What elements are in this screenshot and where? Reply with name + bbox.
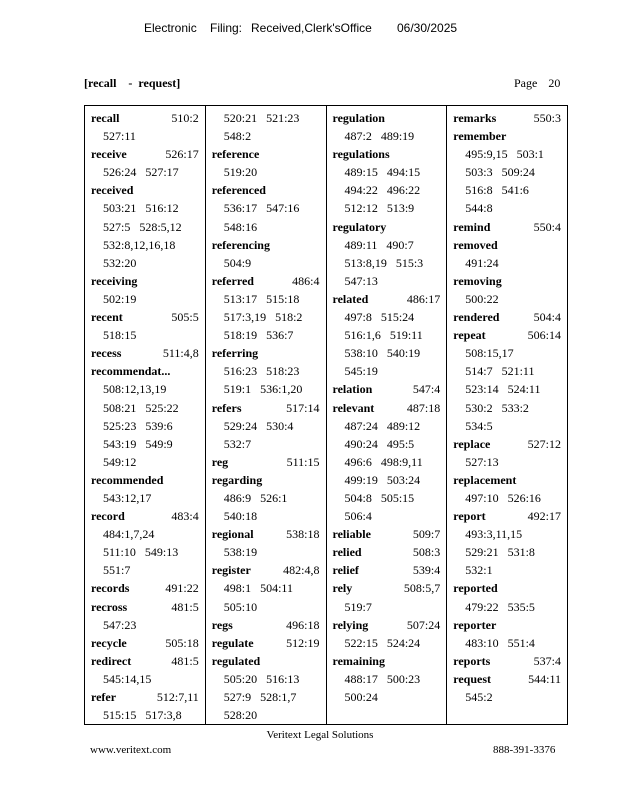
index-refs-line: 486:9 526:1 bbox=[223, 490, 288, 505]
index-refs: 491:22 bbox=[165, 581, 199, 596]
index-entry bbox=[333, 579, 441, 597]
index-refs-line: 512:12 513:9 bbox=[344, 201, 415, 216]
index-term: register bbox=[211, 563, 251, 578]
index-refs-line: 530:2 533:2 bbox=[465, 400, 529, 415]
index-entry bbox=[91, 579, 199, 597]
index-refs-line: 519:1 536:1,20 bbox=[223, 382, 303, 397]
index-refs-line: 549:12 bbox=[103, 454, 137, 469]
index-refs-line: 536:17 547:16 bbox=[223, 201, 300, 216]
index-refs: 487:18 bbox=[406, 400, 441, 415]
index-refs-line: 545:19 bbox=[344, 364, 378, 379]
index-refs-line: 545:2 bbox=[465, 690, 493, 704]
index-term: regulate bbox=[211, 635, 254, 650]
index-refs-line: 505:10 bbox=[223, 599, 258, 614]
index-term: regulatory bbox=[332, 219, 387, 234]
index-refs-line: 493:3,11,15 bbox=[465, 527, 523, 542]
index-refs: 511:15 bbox=[286, 454, 320, 469]
index-refs-line: 532:1 bbox=[465, 563, 493, 578]
index-refs: 486:17 bbox=[406, 291, 441, 306]
stamp-word-filing: Filing: bbox=[210, 21, 243, 35]
index-refs-line: 527:13 bbox=[465, 454, 499, 469]
index-refs-line: 547:23 bbox=[103, 617, 137, 632]
index-entry bbox=[212, 344, 320, 362]
page-number bbox=[514, 76, 560, 91]
index-term: refer bbox=[91, 690, 117, 704]
page-label: Page bbox=[514, 76, 538, 90]
index-refs-line: 544:8 bbox=[465, 201, 493, 216]
index-range: [recall - request] bbox=[84, 76, 181, 90]
index-refs: 550:4 bbox=[533, 219, 561, 234]
index-refs-line: 508:15,17 bbox=[465, 346, 514, 361]
index-refs-line: 516:23 518:23 bbox=[223, 364, 300, 379]
index-refs-line: 490:24 495:5 bbox=[344, 436, 415, 451]
index-term: receive bbox=[91, 147, 127, 162]
index-entry bbox=[453, 471, 561, 489]
index-refs: 481:5 bbox=[171, 653, 199, 668]
index-column-1 bbox=[85, 106, 206, 724]
index-refs: 508:5,7 bbox=[403, 581, 441, 596]
index-refs-line: 520:21 521:23 bbox=[223, 111, 300, 125]
index-entry bbox=[212, 399, 320, 417]
index-refs-line: 529:21 531:8 bbox=[465, 545, 535, 560]
index-term: recent bbox=[91, 310, 123, 325]
index-refs-line: 503:21 516:12 bbox=[103, 201, 179, 216]
index-term: relying bbox=[332, 617, 369, 632]
index-refs-line: 540:18 bbox=[223, 509, 258, 524]
index-refs: 492:17 bbox=[527, 509, 561, 524]
index-term: remember bbox=[453, 129, 507, 144]
index-term: recycle bbox=[91, 635, 127, 650]
index-term: recross bbox=[91, 599, 128, 614]
index-refs: 550:3 bbox=[533, 111, 561, 125]
index-refs: 511:4,8 bbox=[162, 346, 199, 361]
index-refs-line: 516:1,6 519:11 bbox=[344, 328, 423, 343]
index-term: relied bbox=[332, 545, 362, 560]
index-refs: 512:19 bbox=[286, 635, 320, 650]
footer-company: Veritext Legal Solutions bbox=[266, 729, 374, 741]
index-refs-line: 502:19 bbox=[103, 291, 137, 306]
index-refs: 496:18 bbox=[286, 617, 320, 632]
index-refs-line: 518:19 536:7 bbox=[223, 328, 294, 343]
index-refs-line: 497:8 515:24 bbox=[344, 310, 415, 325]
index-refs-line: 511:10 549:13 bbox=[103, 545, 179, 560]
index-entry bbox=[333, 380, 441, 398]
index-refs-line: 500:22 bbox=[465, 291, 499, 306]
index-entry bbox=[91, 145, 199, 163]
index-entry bbox=[453, 127, 561, 145]
index-refs: 483:4 bbox=[171, 509, 199, 524]
index-refs: 505:5 bbox=[171, 310, 199, 325]
stamp-date: 06/30/2025 bbox=[397, 21, 458, 35]
index-term: relevant bbox=[332, 400, 375, 415]
index-entry bbox=[453, 308, 561, 326]
index-refs-line: 519:20 bbox=[223, 165, 258, 180]
index-refs-line: 525:23 539:6 bbox=[103, 418, 173, 433]
index-refs: 507:24 bbox=[406, 617, 441, 632]
stamp-received: Received,Clerk'sOffice bbox=[251, 21, 372, 35]
index-entry bbox=[91, 471, 199, 489]
index-entry bbox=[91, 181, 199, 199]
index-term: reference bbox=[211, 147, 260, 162]
index-refs-line: 494:22 496:22 bbox=[344, 183, 421, 198]
index-term: regional bbox=[211, 527, 254, 542]
index-entry bbox=[91, 109, 199, 127]
index-refs-line: 508:21 525:22 bbox=[103, 400, 179, 415]
index-refs-line: 526:24 527:17 bbox=[103, 165, 179, 180]
index-refs-line: 547:13 bbox=[344, 273, 378, 288]
index-entry bbox=[333, 109, 441, 127]
index-entry bbox=[212, 471, 320, 489]
index-refs-line: 518:15 bbox=[103, 328, 137, 343]
index-entry bbox=[453, 652, 561, 670]
index-entry bbox=[333, 145, 441, 163]
index-entry bbox=[333, 218, 441, 236]
index-entry bbox=[333, 543, 441, 561]
index-entry bbox=[453, 218, 561, 236]
index-refs: 526:17 bbox=[165, 147, 199, 162]
index-refs-line: 534:5 bbox=[465, 418, 493, 433]
page-number-value: 20 bbox=[548, 76, 561, 90]
index-entry bbox=[333, 616, 441, 634]
index-refs-line: 487:24 489:12 bbox=[344, 418, 421, 433]
index-entry bbox=[212, 181, 320, 199]
stamp-word-electronic: Electronic bbox=[144, 21, 197, 35]
index-column-3 bbox=[327, 106, 448, 724]
index-refs-line: 479:22 535:5 bbox=[465, 599, 535, 614]
index-entry bbox=[453, 326, 561, 344]
index-term: reporter bbox=[453, 617, 497, 632]
index-term: reported bbox=[453, 581, 498, 596]
index-refs-line: 503:3 509:24 bbox=[465, 165, 535, 180]
index-refs-line: 487:2 489:19 bbox=[344, 129, 415, 144]
index-refs: 508:3 bbox=[412, 545, 441, 560]
index-term: removed bbox=[453, 237, 498, 252]
index-refs: 544:11 bbox=[528, 671, 561, 686]
index-entry bbox=[91, 507, 199, 525]
index-term: recommended bbox=[91, 472, 164, 487]
index-term: refers bbox=[211, 400, 242, 415]
index-term: related bbox=[332, 291, 369, 306]
index-refs-line: 538:10 540:19 bbox=[344, 346, 421, 361]
index-refs-line: 508:12,13,19 bbox=[103, 382, 167, 397]
footer-website: www.veritext.com bbox=[90, 744, 172, 756]
index-entry bbox=[212, 561, 320, 579]
index-term: reg bbox=[211, 454, 229, 469]
index-refs: 512:7,11 bbox=[156, 690, 199, 704]
index-term: relief bbox=[332, 563, 359, 578]
index-entry bbox=[212, 453, 320, 471]
index-refs-line: 499:19 503:24 bbox=[344, 472, 421, 487]
index-term: recommendat... bbox=[91, 364, 171, 379]
index-term: referenced bbox=[211, 183, 266, 198]
index-refs: 517:14 bbox=[286, 400, 320, 415]
index-entry bbox=[91, 688, 199, 706]
index-refs-line: 514:7 521:11 bbox=[465, 364, 535, 379]
index-term: regs bbox=[211, 617, 233, 632]
index-term: records bbox=[91, 581, 130, 596]
index-column-4 bbox=[447, 106, 567, 724]
index-refs-line: 532:20 bbox=[103, 255, 137, 270]
index-refs-line: 543:19 549:9 bbox=[103, 436, 173, 451]
index-refs-line: 496:6 498:9,11 bbox=[344, 454, 423, 469]
index-refs: 537:4 bbox=[533, 653, 561, 668]
index-refs-line: 548:16 bbox=[223, 219, 258, 234]
index-term: request bbox=[453, 671, 492, 686]
index-term: receiving bbox=[91, 273, 138, 288]
index-refs-line: 505:20 516:13 bbox=[223, 671, 300, 686]
index-refs-line: 504:9 bbox=[223, 255, 252, 270]
index-entry bbox=[212, 145, 320, 163]
index-entry bbox=[333, 399, 441, 417]
index-entry bbox=[91, 598, 199, 616]
index-term: regulations bbox=[332, 147, 390, 162]
index-entry bbox=[333, 652, 441, 670]
index-refs: 506:14 bbox=[527, 328, 561, 343]
index-refs-line: 519:7 bbox=[344, 599, 372, 614]
index-entry bbox=[453, 109, 561, 127]
index-refs: 505:18 bbox=[165, 635, 199, 650]
index-refs-line: 489:15 494:15 bbox=[344, 165, 421, 180]
index-refs: 510:2 bbox=[171, 111, 199, 125]
index-term: record bbox=[91, 509, 125, 524]
index-refs: 486:4 bbox=[292, 273, 320, 288]
index-term: referring bbox=[211, 346, 259, 361]
index-term: repeat bbox=[453, 328, 486, 343]
index-entry bbox=[91, 308, 199, 326]
index-refs: 538:18 bbox=[286, 527, 320, 542]
index-term: relation bbox=[332, 382, 373, 397]
index-refs-line: 489:11 490:7 bbox=[344, 237, 414, 252]
index-entry bbox=[453, 670, 561, 688]
index-table bbox=[84, 105, 568, 725]
index-refs-line: 527:11 bbox=[103, 129, 136, 144]
index-entry bbox=[212, 525, 320, 543]
index-entry bbox=[91, 652, 199, 670]
index-refs-line: 548:2 bbox=[223, 129, 252, 144]
index-refs-line: 484:1,7,24 bbox=[103, 527, 155, 542]
index-refs-line: 495:9,15 503:1 bbox=[465, 147, 544, 162]
index-refs-line: 523:14 524:11 bbox=[465, 382, 541, 397]
index-refs: 539:4 bbox=[412, 563, 441, 578]
index-term: reliable bbox=[332, 527, 371, 542]
index-refs-line: 527:5 528:5,12 bbox=[103, 219, 182, 234]
index-entry bbox=[212, 652, 320, 670]
index-refs-line: 483:10 551:4 bbox=[465, 635, 535, 650]
index-term: rendered bbox=[453, 310, 500, 325]
index-term: replace bbox=[453, 436, 491, 451]
index-term: regulated bbox=[211, 653, 261, 668]
index-term: replacement bbox=[453, 472, 517, 487]
index-entry bbox=[212, 272, 320, 290]
index-term: report bbox=[453, 509, 486, 524]
index-term: rely bbox=[332, 581, 353, 596]
index-refs: 482:4,8 bbox=[283, 563, 320, 578]
index-refs-line: 515:15 517:3,8 bbox=[103, 708, 182, 723]
index-entry bbox=[91, 272, 199, 290]
index-refs-line: 488:17 500:23 bbox=[344, 671, 421, 686]
index-refs-line: 513:17 515:18 bbox=[223, 291, 300, 306]
index-term: regarding bbox=[211, 472, 263, 487]
index-refs: 481:5 bbox=[171, 599, 199, 614]
index-refs-line: 527:9 528:1,7 bbox=[223, 690, 297, 704]
index-refs-line: 532:7 bbox=[223, 436, 252, 451]
index-entry bbox=[212, 634, 320, 652]
index-refs-line: 491:24 bbox=[465, 255, 499, 270]
index-refs-line: 516:8 541:6 bbox=[465, 183, 529, 198]
index-entry bbox=[333, 290, 441, 308]
index-term: referred bbox=[211, 273, 254, 288]
index-refs-line: 551:7 bbox=[103, 563, 131, 578]
index-refs: 527:12 bbox=[527, 436, 561, 451]
index-term: remaining bbox=[332, 653, 385, 668]
index-refs-line: 513:8,19 515:3 bbox=[344, 255, 424, 270]
index-refs-line: 504:8 505:15 bbox=[344, 490, 415, 505]
index-term: referencing bbox=[211, 237, 270, 252]
index-column-2 bbox=[206, 106, 327, 724]
index-refs-line: 498:1 504:11 bbox=[223, 581, 293, 596]
index-refs-line: 506:4 bbox=[344, 509, 372, 524]
index-term: remind bbox=[453, 219, 491, 234]
index-entry bbox=[212, 616, 320, 634]
footer-phone: 888-391-3376 bbox=[493, 744, 556, 756]
index-term: redirect bbox=[91, 653, 132, 668]
index-entry bbox=[453, 507, 561, 525]
index-entry bbox=[91, 344, 199, 362]
index-entry bbox=[453, 579, 561, 597]
index-refs-line: 545:14,15 bbox=[103, 671, 152, 686]
index-refs-line: 532:8,12,16,18 bbox=[103, 237, 176, 252]
index-refs-line: 497:10 526:16 bbox=[465, 490, 541, 505]
index-refs-line: 517:3,19 518:2 bbox=[223, 310, 303, 325]
index-entry bbox=[212, 236, 320, 254]
index-term: removing bbox=[453, 273, 502, 288]
index-entry bbox=[91, 634, 199, 652]
index-entry bbox=[333, 525, 441, 543]
index-term: remarks bbox=[453, 111, 497, 125]
index-entry bbox=[333, 561, 441, 579]
index-refs-line: 543:12,17 bbox=[103, 490, 152, 505]
index-term: reports bbox=[453, 653, 491, 668]
index-refs-line: 529:24 530:4 bbox=[223, 418, 294, 433]
index-refs-line: 500:24 bbox=[344, 690, 378, 704]
index-refs-line: 528:20 bbox=[223, 708, 258, 723]
index-term: received bbox=[91, 183, 134, 198]
index-entry bbox=[453, 616, 561, 634]
index-refs-line: 538:19 bbox=[223, 545, 258, 560]
index-refs: 509:7 bbox=[412, 527, 441, 542]
index-refs-line: 522:15 524:24 bbox=[344, 635, 421, 650]
index-term: regulation bbox=[332, 111, 385, 125]
index-entry bbox=[453, 236, 561, 254]
index-entry bbox=[453, 272, 561, 290]
index-entry bbox=[91, 362, 199, 380]
index-refs: 547:4 bbox=[412, 382, 441, 397]
index-term: recess bbox=[91, 346, 122, 361]
index-entry bbox=[453, 435, 561, 453]
index-refs: 504:4 bbox=[533, 310, 561, 325]
index-term: recall bbox=[91, 111, 120, 125]
